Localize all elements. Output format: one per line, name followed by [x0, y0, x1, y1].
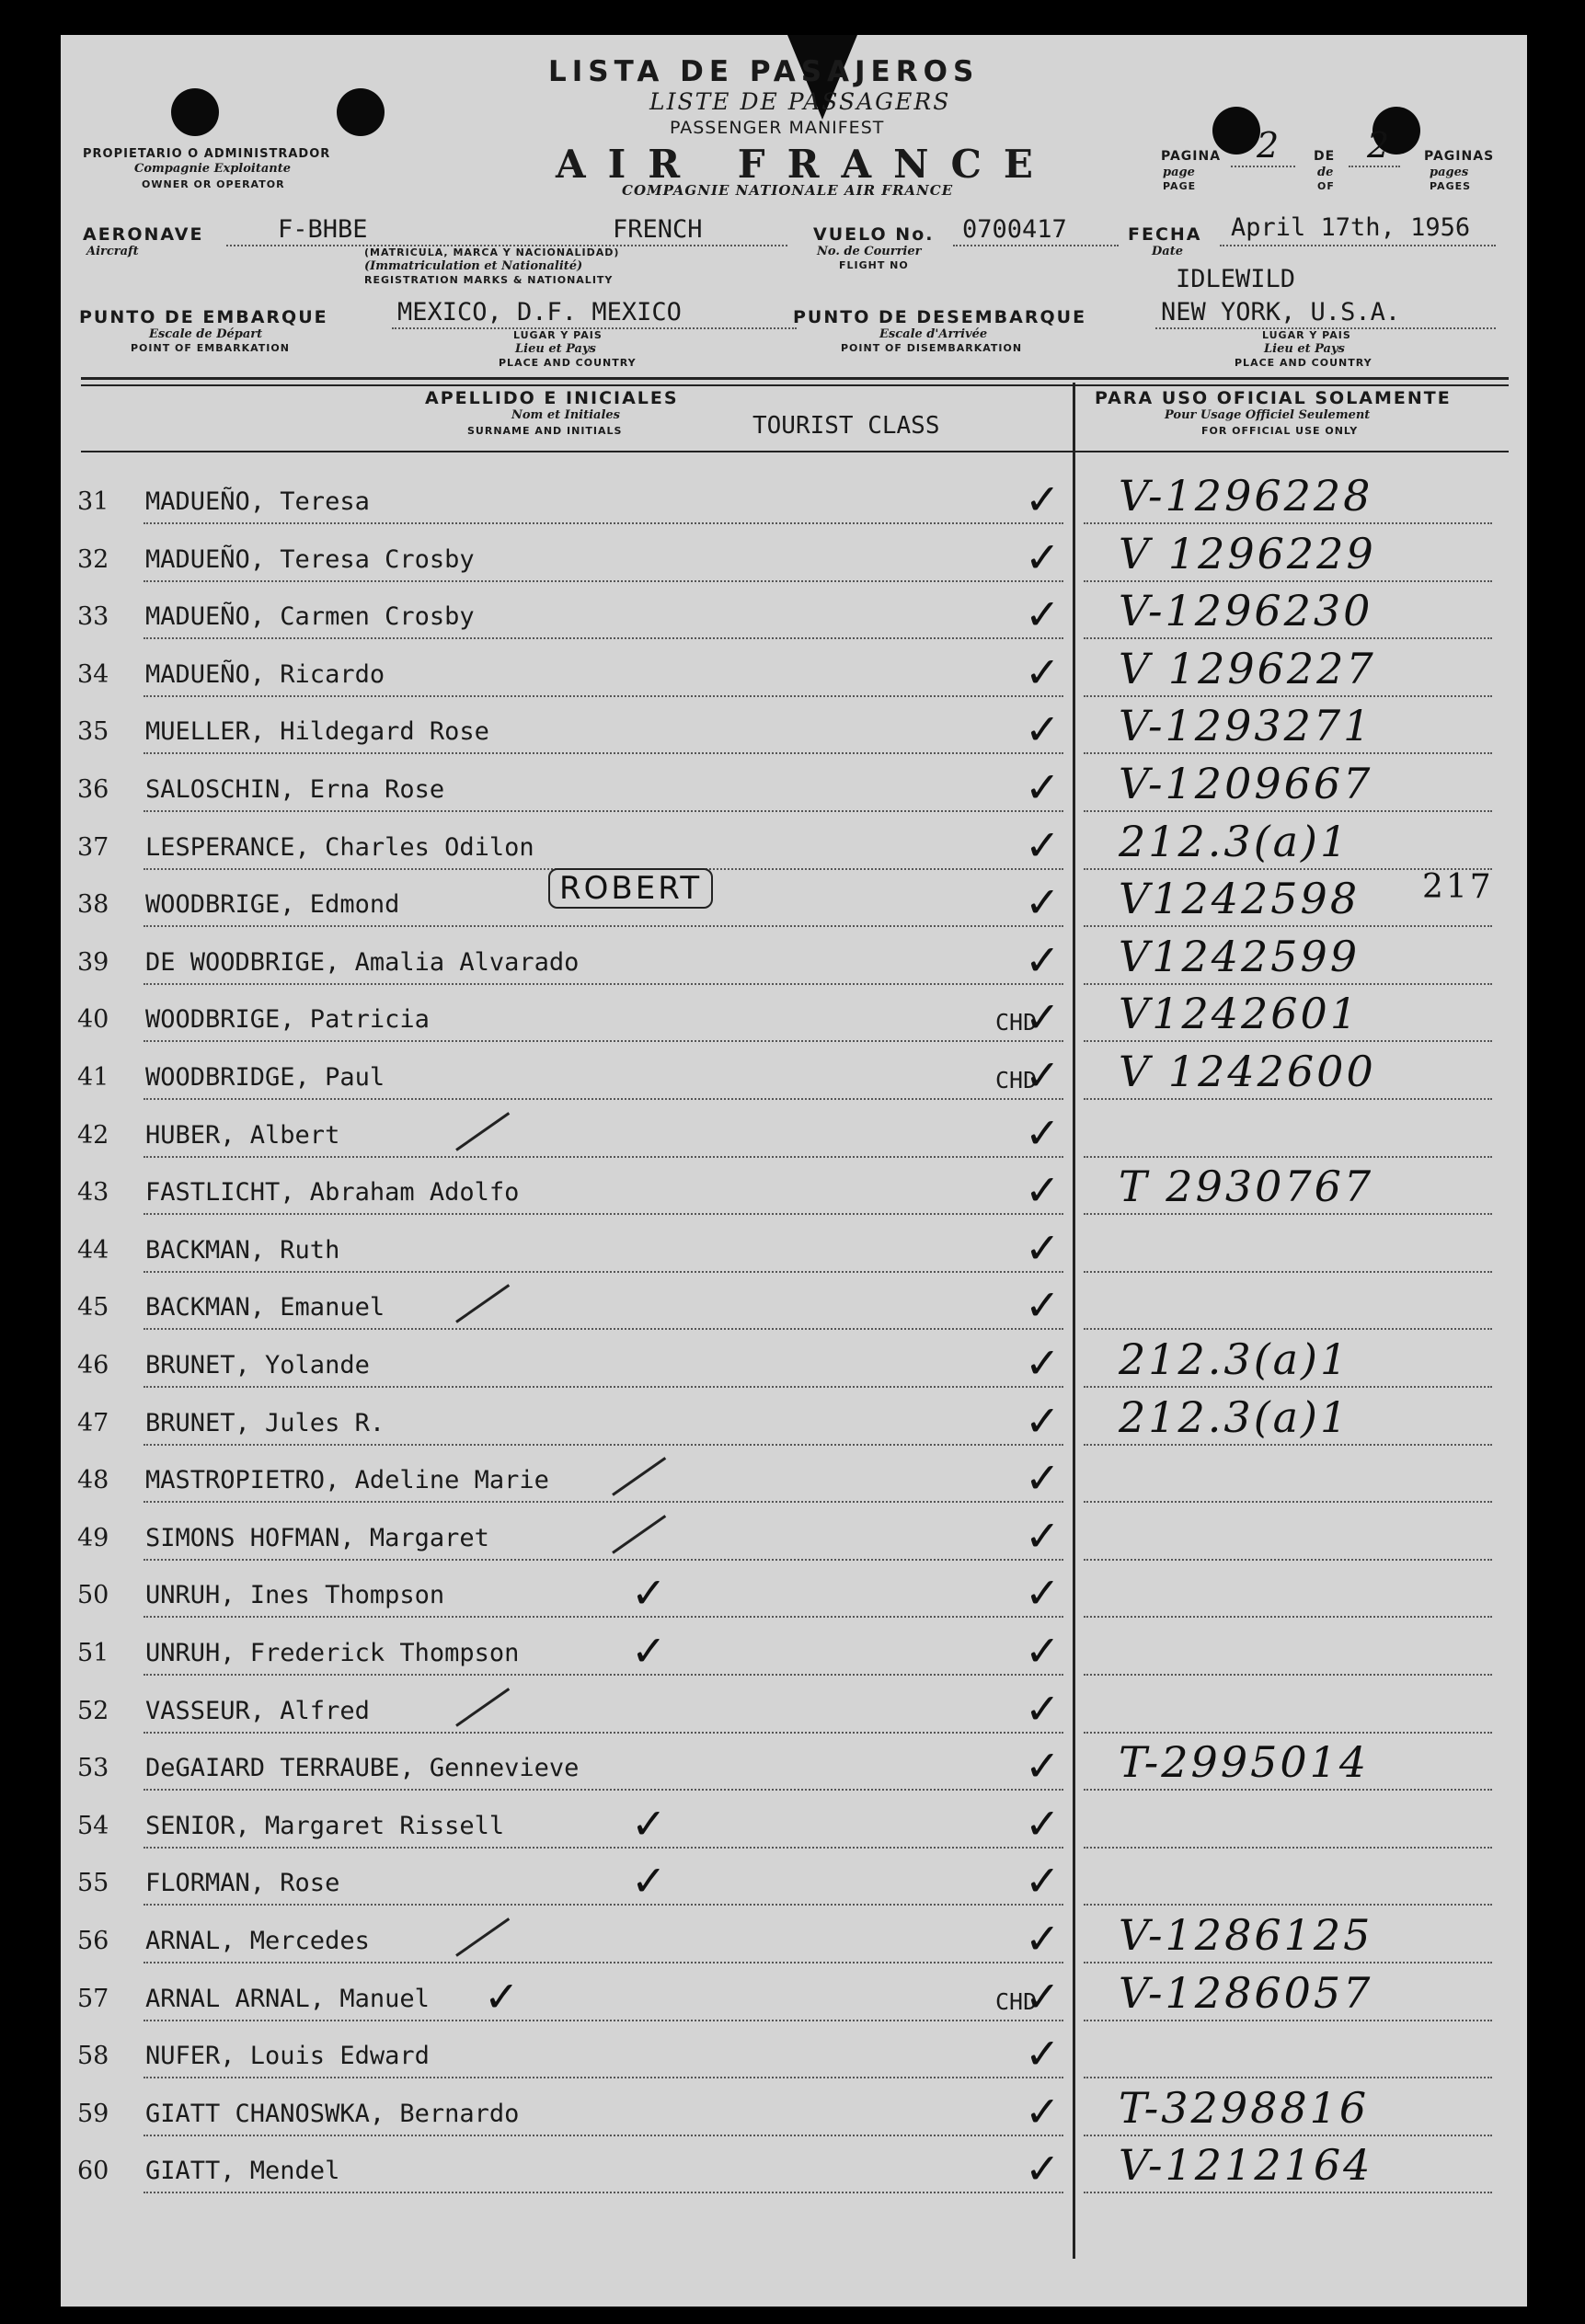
page-label-en: PAGE: [1163, 180, 1197, 192]
official-column-header-fr: Pour Usage Officiel Seulement: [1165, 408, 1371, 422]
check-mark-icon: ✓: [1025, 647, 1061, 697]
official-entry: 212.3(a)1: [1119, 817, 1350, 866]
row-rule-official: [1084, 1847, 1492, 1849]
passenger-name: FLORMAN, Rose: [145, 1869, 340, 1897]
manifest-sheet: [61, 35, 1527, 2307]
passenger-name: BRUNET, Jules R.: [145, 1409, 385, 1437]
official-entry: V-1296230: [1119, 586, 1373, 635]
embark-value: MEXICO, D.F. MEXICO: [397, 298, 682, 326]
table-row: [61, 1511, 1527, 1566]
manifest-title: LISTA DE PASAJEROS: [548, 55, 980, 88]
row-number: 50: [77, 1581, 109, 1609]
row-number: 55: [77, 1869, 109, 1897]
passenger-name: MADUEÑO, Teresa: [145, 487, 370, 516]
check-mark-icon: ✓: [1025, 1108, 1061, 1158]
row-rule-official: [1084, 1098, 1492, 1100]
row-rule-name: [144, 1674, 1063, 1676]
row-rule-official: [1084, 1213, 1492, 1215]
aircraft-label-fr: Aircraft: [86, 245, 139, 258]
flight-number: 0700417: [962, 215, 1067, 244]
disembark-place-note-1: LUGAR Y PAIS: [1262, 329, 1351, 341]
passenger-name: MADUEÑO, Teresa Crosby: [145, 545, 475, 574]
travel-class: TOURIST CLASS: [752, 412, 940, 440]
row-rule-name: [144, 1559, 1063, 1561]
name-column-header-en: SURNAME AND INITIALS: [467, 425, 623, 437]
passenger-name: MASTROPIETRO, Adeline Marie: [145, 1466, 549, 1494]
row-rule-name: [144, 2020, 1063, 2021]
pen-stroke: [455, 1112, 510, 1151]
table-row: [61, 1162, 1527, 1220]
check-mark-icon: ✓: [1025, 1972, 1061, 2021]
disembark-label: PUNTO DE DESEMBARQUE: [793, 307, 1087, 327]
passenger-name: MADUEÑO, Ricardo: [145, 660, 385, 689]
table-row: [61, 1910, 1527, 1969]
check-mark-icon: ✓: [1025, 475, 1061, 524]
row-rule-official: [1084, 1674, 1492, 1676]
registration-note-1: (MATRICULA, MARCA Y NACIONALIDAD): [364, 246, 620, 258]
row-number: 49: [77, 1524, 109, 1552]
row-rule-name: [144, 925, 1063, 927]
row-rule-official: [1084, 2020, 1492, 2021]
row-number: 56: [77, 1927, 109, 1955]
row-rule-name: [144, 1386, 1063, 1388]
table-row: [61, 817, 1527, 876]
official-entry: T 2930767: [1119, 1162, 1374, 1211]
row-number: 38: [77, 890, 109, 919]
row-number: 48: [77, 1466, 109, 1494]
embark-label-en: POINT OF EMBARKATION: [131, 342, 290, 354]
check-mark-icon: ✓: [1025, 590, 1061, 639]
row-rule-name: [144, 1501, 1063, 1503]
row-rule-official: [1084, 1156, 1492, 1158]
passenger-name: WOODBRIDGE, Paul: [145, 1063, 385, 1092]
check-mark-icon: ✓: [1025, 1396, 1061, 1446]
row-rule-name: [144, 983, 1063, 985]
row-rule-official: [1084, 1040, 1492, 1042]
handwritten-correction: ROBERT: [548, 868, 713, 909]
row-rule-official: [1084, 1904, 1492, 1906]
row-rule-official: [1084, 925, 1492, 927]
check-mark-icon: ✓: [1025, 2029, 1061, 2078]
check-mark-icon: ✓: [1025, 1165, 1061, 1215]
check-mark-icon: ✓: [1025, 1568, 1061, 1618]
check-mark-icon: ✓: [1025, 532, 1061, 582]
table-row: [61, 759, 1527, 818]
official-entry: T-3298816: [1119, 2083, 1370, 2133]
date-label-fr: Date: [1152, 245, 1183, 258]
row-rule-official: [1084, 522, 1492, 524]
punch-hole-icon: [1212, 107, 1260, 155]
date-label: FECHA: [1128, 224, 1202, 245]
official-entry: 212.3(a)1: [1119, 1392, 1350, 1442]
row-number: 32: [77, 545, 109, 574]
official-entry: V-1296228: [1119, 471, 1373, 521]
official-column-header: PARA USO OFICIAL SOLAMENTE: [1095, 388, 1452, 408]
table-row: [61, 1737, 1527, 1796]
row-number: 46: [77, 1351, 109, 1380]
aircraft-nationality: FRENCH: [613, 215, 703, 244]
check-mark-icon: ✓: [1025, 762, 1061, 812]
table-row: [61, 1453, 1527, 1508]
row-number: 58: [77, 2042, 109, 2070]
row-rule-official: [1084, 1559, 1492, 1561]
row-rule-name: [144, 1962, 1063, 1963]
official-code: 217: [1422, 868, 1494, 906]
pages-label-en: PAGES: [1430, 180, 1472, 192]
row-rule-name: [144, 1271, 1063, 1273]
official-entry: V-1286057: [1119, 1968, 1373, 2018]
embark-label-fr: Escale de Départ: [149, 327, 263, 341]
check-mark-icon: ✓: [1025, 1511, 1061, 1561]
row-rule-name: [144, 1328, 1063, 1330]
registration-note-2: (Immatriculation et Nationalité): [364, 259, 583, 273]
punch-hole-icon: [337, 88, 385, 136]
punch-hole-icon: [171, 88, 219, 136]
registration-note-3: REGISTRATION MARKS & NATIONALITY: [364, 274, 614, 286]
row-rule-official: [1084, 752, 1492, 754]
row-rule-name: [144, 637, 1063, 639]
row-rule-name: [144, 1040, 1063, 1042]
row-rule-name: [144, 1847, 1063, 1849]
row-rule-name: [144, 695, 1063, 697]
passenger-name: ARNAL, Mercedes: [145, 1927, 370, 1955]
passenger-name: HUBER, Albert: [145, 1121, 340, 1150]
table-row: [61, 1626, 1527, 1681]
passenger-name: GIATT CHANOSWKA, Bernardo: [145, 2100, 520, 2128]
check-mark-icon: ✓: [1025, 1684, 1061, 1734]
pages-label: PAGINAS: [1424, 149, 1495, 164]
row-rule-name: [144, 1904, 1063, 1906]
official-entry: V 1296227: [1119, 644, 1376, 693]
row-rule-name: [144, 1156, 1063, 1158]
row-rule-official: [1084, 1328, 1492, 1330]
passenger-name: WOODBRIGE, Patricia: [145, 1005, 430, 1034]
passenger-name: BRUNET, Yolande: [145, 1351, 370, 1380]
passenger-name: SENIOR, Margaret Rissell: [145, 1812, 505, 1840]
table-row: [61, 644, 1527, 703]
row-number: 37: [77, 833, 109, 862]
check-mark-icon: ✓: [1025, 1626, 1061, 1676]
passenger-name: BACKMAN, Ruth: [145, 1236, 340, 1265]
table-top-rule-2: [81, 384, 1509, 386]
airline-name: AIR FRANCE: [556, 142, 1055, 187]
passenger-name: SALOSCHIN, Erna Rose: [145, 775, 445, 804]
flight-label-en: FLIGHT NO: [839, 259, 909, 271]
check-mark-icon: ✓: [1025, 1280, 1061, 1330]
row-rule-official: [1084, 2077, 1492, 2078]
official-entry: 212.3(a)1: [1119, 1334, 1350, 1384]
table-row: [61, 2029, 1527, 2084]
table-row: [61, 989, 1527, 1048]
table-row: [61, 1223, 1527, 1278]
official-entry: V 1296229: [1119, 529, 1376, 578]
row-rule-official: [1084, 1789, 1492, 1791]
check-mark-icon: ✓: [1025, 2087, 1061, 2136]
row-rule-name: [144, 1098, 1063, 1100]
owner-label: PROPIETARIO O ADMINISTRADOR: [83, 147, 331, 161]
passenger-name: BACKMAN, Emanuel: [145, 1293, 385, 1322]
pen-stroke: [612, 1515, 666, 1554]
of-label-fr: de: [1317, 166, 1334, 179]
row-rule-official: [1084, 2135, 1492, 2136]
row-number: 60: [77, 2157, 109, 2185]
row-rule-official: [1084, 695, 1492, 697]
official-entry: V1242601: [1119, 989, 1361, 1038]
row-number: 53: [77, 1754, 109, 1782]
row-rule-official: [1084, 1271, 1492, 1273]
official-entry: V-1286125: [1119, 1910, 1373, 1960]
check-mark-icon: ✓: [484, 1972, 520, 2021]
table-row: [61, 1684, 1527, 1739]
row-rule-name: [144, 580, 1063, 582]
table-row: [61, 701, 1527, 760]
manifest-title-fr: LISTE DE PASSAGERS: [649, 88, 951, 115]
disembark-place-note-3: PLACE AND COUNTRY: [1235, 357, 1373, 369]
disembark-airport: IDLEWILD: [1176, 265, 1296, 293]
check-mark-icon: ✓: [1025, 704, 1061, 754]
of-label: DE: [1314, 149, 1336, 164]
passenger-name: GIATT, Mendel: [145, 2157, 340, 2185]
row-rule-official: [1084, 810, 1492, 812]
table-header-rule: [81, 451, 1509, 452]
table-row: [61, 868, 1527, 933]
passenger-name: FASTLICHT, Abraham Adolfo: [145, 1178, 520, 1207]
check-mark-icon: ✓: [1025, 1338, 1061, 1388]
row-rule-official: [1084, 1962, 1492, 1963]
row-rule-name: [144, 2135, 1063, 2136]
check-mark-icon: ✓: [1025, 877, 1061, 927]
table-row: [61, 529, 1527, 588]
owner-label-fr: Compagnie Exploitante: [134, 162, 292, 176]
table-row: [61, 1968, 1527, 2027]
official-entry: V-1212164: [1119, 2140, 1373, 2190]
check-mark-icon: ✓: [1025, 1856, 1061, 1906]
flight-date: April 17th, 1956: [1231, 213, 1471, 242]
passenger-name: SIMONS HOFMAN, Margaret: [145, 1524, 489, 1552]
name-column-header: APELLIDO E INICIALES: [425, 388, 679, 408]
check-mark-icon: ✓: [631, 1799, 667, 1849]
owner-label-en: OWNER OR OPERATOR: [142, 178, 285, 190]
check-mark-icon: ✓: [1025, 1050, 1061, 1100]
aircraft-label: AERONAVE: [83, 224, 204, 245]
passenger-name: MADUEÑO, Carmen Crosby: [145, 602, 475, 631]
row-number: 59: [77, 2100, 109, 2128]
page-total: 2: [1367, 125, 1393, 166]
check-mark-icon: ✓: [1025, 2144, 1061, 2193]
pages-label-fr: pages: [1430, 166, 1469, 179]
child-marker: CHD: [995, 1988, 1038, 2015]
pen-stroke: [455, 1284, 510, 1323]
pen-stroke: [455, 1918, 510, 1957]
row-rule-name: [144, 2192, 1063, 2193]
row-number: 33: [77, 602, 109, 631]
table-row: [61, 2083, 1527, 2142]
row-rule-name: [144, 1789, 1063, 1791]
official-entry: V-1293271: [1119, 701, 1373, 750]
check-mark-icon: ✓: [1025, 1914, 1061, 1963]
row-rule-official: [1084, 637, 1492, 639]
disembark-place-note-2: Lieu et Pays: [1264, 342, 1345, 356]
row-rule-official: [1084, 1386, 1492, 1388]
official-entry: T-2995014: [1119, 1737, 1370, 1787]
passenger-name: LESPERANCE, Charles Odilon: [145, 833, 534, 862]
table-row: [61, 1047, 1527, 1105]
row-number: 36: [77, 775, 109, 804]
passenger-name: NUFER, Louis Edward: [145, 2042, 430, 2070]
manifest-title-en: PASSENGER MANIFEST: [670, 118, 885, 138]
row-rule-name: [144, 752, 1063, 754]
row-number: 35: [77, 717, 109, 746]
table-row: [61, 932, 1527, 990]
row-rule-official: [1084, 1444, 1492, 1446]
row-number: 40: [77, 1005, 109, 1034]
pen-stroke: [612, 1457, 666, 1496]
passenger-name: DeGAIARD TERRAUBE, Gennevieve: [145, 1754, 580, 1782]
disembark-label-fr: Escale d'Arrivée: [879, 327, 988, 341]
row-rule-official: [1084, 1501, 1492, 1503]
check-mark-icon: ✓: [1025, 1799, 1061, 1849]
row-number: 47: [77, 1409, 109, 1437]
check-mark-icon: ✓: [631, 1568, 667, 1618]
table-row: [61, 586, 1527, 645]
passenger-name: DE WOODBRIGE, Amalia Alvarado: [145, 948, 580, 977]
flight-label: VUELO No.: [813, 224, 935, 245]
table-row: [61, 2140, 1527, 2199]
row-number: 31: [77, 487, 109, 516]
child-marker: CHD: [995, 1067, 1038, 1093]
check-mark-icon: ✓: [1025, 1453, 1061, 1503]
official-entry: V-1209667: [1119, 759, 1373, 808]
row-number: 44: [77, 1236, 109, 1265]
pen-stroke: [455, 1688, 510, 1727]
row-number: 34: [77, 660, 109, 689]
row-number: 45: [77, 1293, 109, 1322]
embark-place-note-1: LUGAR Y PAIS: [513, 329, 603, 341]
table-row: [61, 471, 1527, 530]
table-row: [61, 1799, 1527, 1854]
table-row: [61, 1392, 1527, 1451]
table-row: [61, 1280, 1527, 1335]
official-column-header-en: FOR OFFICIAL USE ONLY: [1201, 425, 1359, 437]
passenger-name: UNRUH, Ines Thompson: [145, 1581, 445, 1609]
official-entry: V 1242600: [1119, 1047, 1376, 1096]
passenger-name: MUELLER, Hildegard Rose: [145, 717, 489, 746]
passenger-name: WOODBRIGE, Edmond: [145, 890, 400, 919]
table-row: [61, 1334, 1527, 1393]
page-label: PAGINA: [1161, 149, 1222, 164]
check-mark-icon: ✓: [1025, 1223, 1061, 1273]
flight-label-fr: No. de Courrier: [817, 245, 922, 258]
row-number: 57: [77, 1985, 109, 2013]
row-rule-name: [144, 1732, 1063, 1734]
check-mark-icon: ✓: [1025, 820, 1061, 870]
row-rule-name: [144, 810, 1063, 812]
check-mark-icon: ✓: [631, 1626, 667, 1676]
child-marker: CHD: [995, 1009, 1038, 1036]
disembark-label-en: POINT OF DISEMBARKATION: [841, 342, 1023, 354]
row-rule-official: [1084, 983, 1492, 985]
passenger-name: ARNAL ARNAL, Manuel: [145, 1985, 430, 2013]
row-rule-name: [144, 1444, 1063, 1446]
official-entry: V1242599: [1119, 932, 1361, 981]
row-number: 52: [77, 1697, 109, 1725]
table-row: [61, 1108, 1527, 1163]
passenger-name: UNRUH, Frederick Thompson: [145, 1639, 520, 1667]
row-rule-name: [144, 1616, 1063, 1618]
airline-subtitle: COMPAGNIE NATIONALE AIR FRANCE: [622, 182, 954, 199]
page-label-fr: page: [1163, 166, 1195, 179]
row-rule-official: [1084, 1732, 1492, 1734]
row-number: 51: [77, 1639, 109, 1667]
table-row: [61, 1568, 1527, 1623]
row-number: 43: [77, 1178, 109, 1207]
embark-place-note-3: PLACE AND COUNTRY: [499, 357, 637, 369]
row-number: 41: [77, 1063, 109, 1092]
row-rule-name: [144, 522, 1063, 524]
embark-label: PUNTO DE EMBARQUE: [79, 307, 328, 327]
row-rule-official: [1084, 1616, 1492, 1618]
check-mark-icon: ✓: [1025, 992, 1061, 1042]
row-number: 54: [77, 1812, 109, 1840]
embark-place-note-2: Lieu et Pays: [515, 342, 596, 356]
check-mark-icon: ✓: [1025, 935, 1061, 985]
official-entry: V1242598: [1119, 874, 1361, 923]
row-number: 42: [77, 1121, 109, 1150]
aircraft-registration: F-BHBE: [278, 215, 368, 244]
table-top-rule: [81, 377, 1509, 380]
check-mark-icon: ✓: [1025, 1741, 1061, 1791]
row-number: 39: [77, 948, 109, 977]
table-row: [61, 1856, 1527, 1911]
row-rule-official: [1084, 2192, 1492, 2193]
page-number: 2: [1257, 125, 1282, 166]
disembark-value: NEW YORK, U.S.A.: [1161, 298, 1401, 326]
passenger-name: VASSEUR, Alfred: [145, 1697, 370, 1725]
of-label-en: OF: [1317, 180, 1335, 192]
row-rule-official: [1084, 580, 1492, 582]
row-rule-name: [144, 1213, 1063, 1215]
check-mark-icon: ✓: [631, 1856, 667, 1906]
row-rule-name: [144, 2077, 1063, 2078]
name-column-header-fr: Nom et Initiales: [511, 408, 621, 422]
